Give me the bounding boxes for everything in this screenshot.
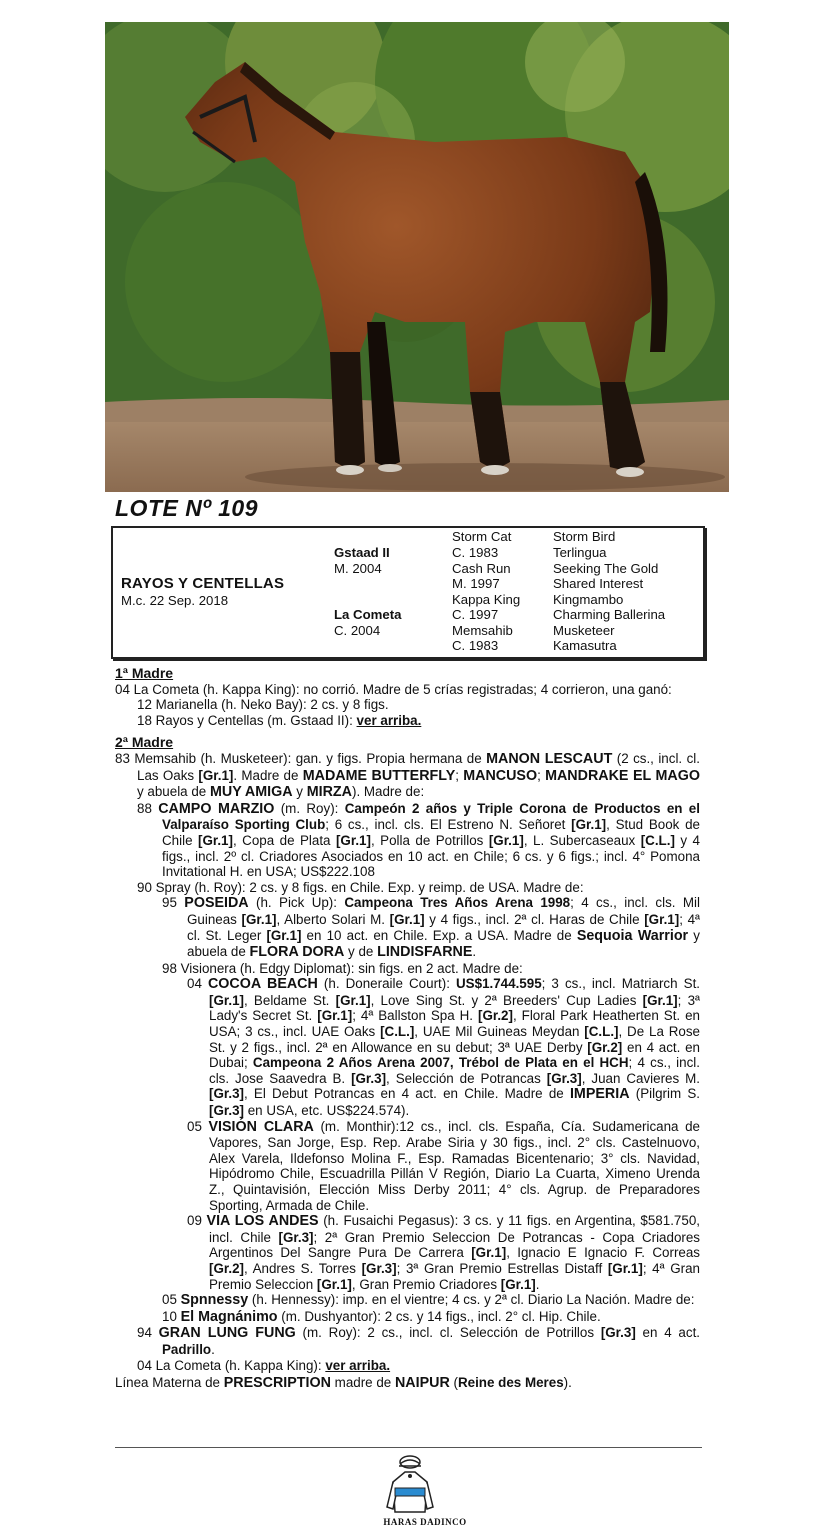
great-grandparent: Charming Ballerina — [553, 607, 666, 622]
grandparent-info: C. 1983 — [452, 638, 499, 653]
first-dam-heading: 1ª Madre — [115, 665, 174, 681]
produce-entry: 04 La Cometa (h. Kappa King): ver arriba. — [137, 1357, 391, 1373]
horse-info: M.c. 22 Sep. 2018 — [121, 593, 229, 608]
horse-name: RAYOS Y CENTELLAS — [121, 575, 285, 592]
sire-info: M. 2004 — [334, 561, 382, 576]
grandparent-info: C. 1997 — [452, 607, 499, 622]
lot-title: LOTE Nº 109 — [115, 495, 258, 521]
grandparent-info: M. 1997 — [452, 576, 500, 591]
family-text — [115, 664, 700, 1392]
dam-name: La Cometa — [334, 607, 402, 622]
produce-entry: 10 El Magnánimo (m. Dushyantor): 2 cs. y 14 figs., incl. 2° cl. Hip. Chile. — [162, 1308, 601, 1325]
great-grandparent: Kamasutra — [553, 638, 617, 653]
great-grandparent: Kingmambo — [553, 592, 624, 607]
produce-entry: 95 POSEIDA (h. Pick Up): Campeona Tres Años Arena 1998; 4 cs., incl. cls. Mil Guineas [Gr.1], Alberto Solari M. [Gr.1] y 4 figs., incl. 2ª cl. Haras de Chile [Gr.1]; 4ª cl. St. Leger [Gr.1] en 10 act. en Chile. Exp. a USA. Madre de Sequoia Warrior y abuela de FLORA DORA y de LINDISFARNE. — [162, 895, 700, 961]
great-grandparent: Terlingua — [553, 545, 607, 560]
logo-text: HARAS DADINCO — [383, 1517, 467, 1527]
second-dam-entry: 83 Memsahib (h. Musketeer): gan. y figs. Propia hermana de MANON LESCAUT (2 cs., incl. cl. Las Oaks [Gr.1]. Madre de MADAME BUTTERFLY; MANCUSO; MANDRAKE EL MAGO y abuela de MUY AMIGA y MIRZA). Madre de: — [115, 750, 700, 801]
maternal-line: Línea Materna de PRESCRIPTION madre de NAIPUR (Reine des Meres). — [115, 1375, 572, 1392]
grandparent-name: Kappa King — [452, 592, 521, 607]
great-grandparent: Shared Interest — [553, 576, 644, 591]
second-dam-heading: 2ª Madre — [115, 734, 174, 751]
grandparent-name: Storm Cat — [452, 529, 512, 544]
produce-entry: 94 GRAN LUNG FUNG (m. Roy): 2 cs., incl. cl. Selección de Potrillos [Gr.3] en 4 act. Padrillo. — [137, 1325, 701, 1357]
produce-entry: 90 Spray (h. Roy): 2 cs. y 8 figs. en Chile. Exp. y reimp. de USA. Madre de: — [137, 879, 584, 895]
grandparent-name: Cash Run — [452, 561, 511, 576]
produce-entry: 04 COCOA BEACH (h. Doneraile Court): US$1.744.595; 3 cs., incl. Matriarch St. [Gr.1], Beldame St. [Gr.1], Love Sing St. y 2ª Breeders' Cup Ladies [Gr.1]; 3ª Lady's Secret St. [Gr.1]; 4ª Ballston Spa H. [Gr.2], Floral Park Heatherten St. en USA; 3 cs., incl. UAE Oaks [C.L.], UAE Mil Guineas Meydan [C.L.], De La Rose St. y 2 figs., incl. 2ª en Allowance en su debut; 3ª UAE Derby [Gr.2] en 4 act. en Dubai; Campeona 2 Años Arena 2007, Trébol de Plata en el HCH; 4 cs., incl. cls. Jose Saavedra B. [Gr.3], Selección de Potrancas [Gr.3], Juan Cavieres M. [Gr.3], El Debut Potrancas en 4 act. en Chile. Madre de IMPERIA (Pilgrim S. [Gr.3] en USA, etc. US$224.574). — [187, 976, 701, 1119]
great-grandparent: Musketeer — [553, 623, 615, 638]
produce-entry — [137, 713, 700, 729]
grandparent-info: C. 1983 — [452, 545, 499, 560]
see-above-link: ver arriba. — [356, 712, 422, 728]
produce-entry: 12 Marianella (h. Neko Bay): 2 cs. y 8 figs. — [137, 697, 389, 713]
footer-divider — [115, 1447, 702, 1448]
produce-entry: 98 Visionera (h. Edgy Diplomat): sin figs. en 2 act. Madre de: — [162, 960, 523, 976]
great-grandparent: Storm Bird — [553, 529, 616, 544]
dam-info: C. 2004 — [334, 623, 381, 638]
produce-entry: 05 Spnnessy (h. Hennessy): imp. en el vientre; 4 cs. y 2ª cl. Diario La Nación. Madre de: — [162, 1292, 695, 1309]
pedigree-table — [111, 526, 705, 659]
grandparent-name: Memsahib — [452, 623, 513, 638]
horse-photo — [105, 22, 729, 492]
see-above-link: ver arriba. — [325, 1357, 391, 1373]
great-grandparent: Seeking The Gold — [553, 561, 659, 576]
first-dam-entry: 04 La Cometa (h. Kappa King): no corrió. Madre de 5 crías registradas; 4 corrieron, una ganó: — [115, 681, 672, 697]
produce-entry: 09 VIA LOS ANDES (h. Fusaichi Pegasus): 3 cs. y 11 figs. en Argentina, $581.750, incl. Chile [Gr.3]; 2ª Gran Premio Seleccion De Potrancas - Copa Criadores Argentinos Del Sangre Pura De Carrera [Gr.1], Ignacio E Ignacio F. Correas [Gr.2], Andres S. Torres [Gr.3]; 3ª Gran Premio Estrellas Distaff [Gr.1]; 4ª Gran Premio Seleccion [Gr.1], Gran Premio Criadores [Gr.1]. — [187, 1213, 701, 1292]
produce-text: 18 Rayos y Centellas (m. Gstaad II): — [137, 712, 357, 728]
produce-entry: 05 VISIÓN CLARA (m. Monthir):12 cs., incl. cls. España, Cía. Sudamericana de Vapores, San Jorge, Esp. Rep. Arabe Siria y 30 figs., incl. 2° cls. Castelnuovo, Alex Varela, Ildefonso Molina F., Esp. Ramadas Bicentenario; 3° cls. Navidad, Hipódromo Chile, Escuadrilla Pillán V Región, Diario La Cuarta, Ximeno Urenda Z., Quintavisión, Elección Miss Derby 2011; 4° cls. Agrup. de Preparadores Sporting, Armada de Chile. — [187, 1118, 700, 1213]
produce-entry: 88 CAMPO MARZIO (m. Roy): Campeón 2 años y Triple Corona de Productos en el Valparaíso Sporting Club; 6 cs., incl. cls. El Estreno N. Señoret [Gr.1], Stud Book de Chile [Gr.1], Copa de Plata [Gr.1], Polla de Potrillos [Gr.1], L. Subercaseaux [C.L.] y 4 figs., incl. 2º cl. Criadores Asociados en 10 act. en Chile; 6 cs. y 6 figs.; incl. 4° Pomona Invitational H. en USA; US$222.108 — [137, 800, 700, 880]
sire-name: Gstaad II — [334, 545, 390, 560]
